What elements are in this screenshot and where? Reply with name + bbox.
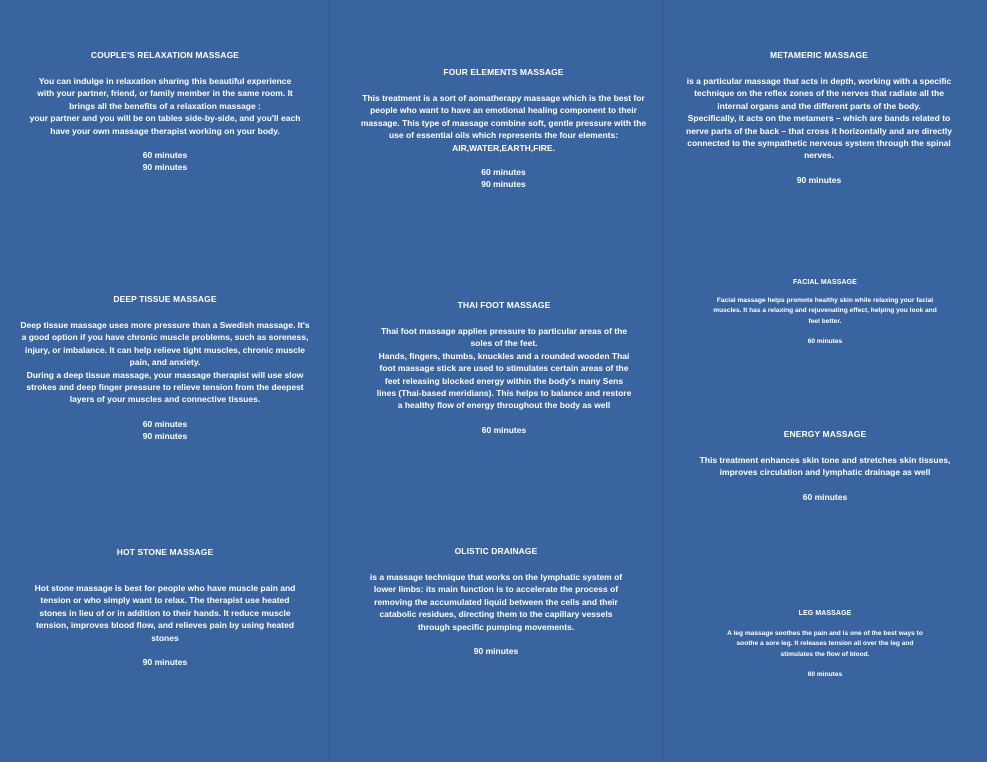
duration-list bbox=[356, 424, 652, 436]
section-facial-massage bbox=[672, 279, 978, 348]
section-title: METAMERIC MASSAGE bbox=[770, 50, 868, 60]
section-description: Facial massage helps promote healthy skin while relaxing your facial muscles. It has a relaxing and rejuvenating effect, helping you look and feel better. bbox=[713, 297, 937, 325]
section-title: LEG MASSAGE bbox=[798, 610, 852, 617]
section-description: is a particular massage that acts in depth, working with a specific technique on the reflex zones of the nerves that radiate all the internal organs and the different parts of the body. Specifically, it acts on the metamers – which are bands related to nerve parts of the back – that cross it horizontally and are directly connected to the sympathetic nervous system through the spinal nerves. bbox=[686, 76, 952, 161]
section-deep-tissue-massage bbox=[10, 294, 320, 443]
section-title: ENERGY MASSAGE bbox=[783, 429, 867, 439]
section-description: A leg massage soothes the pain and is one of the best ways to soothe a sore leg. It releases tension all over the leg and stimulates the flow of blood. bbox=[727, 630, 923, 658]
section-description: Thai foot massage applies pressure to particular areas of the soles of the feet. Hands, fingers, thumbs, knuckles and a rounded wooden Thai foot massage stick are used to stimulates certain areas of the feet releasing blocked energy within the body's many Sens lines (Thai-based meridians). This helps to balance and restore a healthy flow of energy throughout the body as well bbox=[376, 326, 632, 411]
duration: 60 minutes bbox=[807, 338, 843, 346]
duration: 60 minutes bbox=[142, 418, 188, 429]
section-title: DEEP TISSUE MASSAGE bbox=[113, 294, 217, 304]
duration: 60 minutes bbox=[807, 671, 843, 679]
duration-list bbox=[340, 166, 667, 191]
section-description: Deep tissue massage uses more pressure than a Swedish massage. It's a good option if you have chronic muscle problems, such as soreness, injury, or imbalance. It can help relieve tight muscles, chronic muscle pain, and anxiety. During a deep tissue massage, your massage therapist will use slow strokes and deep finger pressure to relieve tension from the deepest layers of your muscles and connective tissues. bbox=[20, 320, 310, 405]
duration-list bbox=[666, 174, 972, 186]
section-hot-stone-massage bbox=[10, 547, 320, 668]
section-olistic-drainage bbox=[340, 546, 652, 657]
duration: 90 minutes bbox=[473, 646, 519, 657]
duration: 90 minutes bbox=[142, 162, 188, 173]
duration-list bbox=[10, 418, 320, 443]
duration: 60 minutes bbox=[481, 424, 527, 435]
section-title: FACIAL MASSAGE bbox=[793, 279, 857, 286]
duration-list bbox=[10, 656, 320, 668]
duration-list bbox=[672, 337, 978, 347]
section-title: COUPLE'S RELAXATION MASSAGE bbox=[90, 50, 240, 60]
section-title: OLISTIC DRAINAGE bbox=[454, 546, 538, 556]
section-description: This treatment enhances skin tone and stretches skin tissues, improves circulation and lymphatic drainage as well bbox=[699, 455, 951, 478]
duration-list bbox=[10, 149, 320, 174]
duration-list bbox=[340, 645, 652, 657]
section-description: You can indulge in relaxation sharing this beautiful experience with your partner, friend, or family member in the same room. It brings all the benefits of a relaxation massage : your partner and you will be on tables side-by-side, and you'll each have your own massage therapist working on your body. bbox=[29, 76, 301, 136]
duration: 60 minutes bbox=[481, 167, 526, 178]
column-divider bbox=[329, 0, 330, 762]
duration: 60 minutes bbox=[142, 150, 188, 161]
section-energy-massage bbox=[672, 429, 978, 503]
duration-list bbox=[672, 491, 978, 503]
duration: 90 minutes bbox=[796, 174, 842, 185]
duration: 60 minutes bbox=[802, 491, 848, 502]
duration: 90 minutes bbox=[142, 431, 188, 442]
section-thai-foot-massage bbox=[356, 300, 652, 436]
section-leg-massage bbox=[672, 610, 978, 681]
duration: 90 minutes bbox=[481, 179, 526, 190]
section-title: FOUR ELEMENTS MASSAGE bbox=[443, 67, 564, 77]
section-couples-massage bbox=[10, 50, 320, 174]
duration: 90 minutes bbox=[142, 657, 188, 668]
section-description: This treatment is a sort of aomatherapy massage which is the best for people who want to have an emotional healing component to their massage. This type of massage combine soft, gentle pressure with the use of essential oils which represents the four elements: AIR,WATER,EARTH,FIRE. bbox=[360, 93, 647, 153]
section-four-elements-massage bbox=[340, 67, 667, 191]
duration-list bbox=[672, 670, 978, 680]
section-description: Hot stone massage is best for people who have muscle pain and tension or who simply want to relax. The therapist use heated stones in lieu of or in addition to their hands. It reduce muscle tension, improves blood flow, and relieves pain by using heated stones bbox=[34, 583, 296, 643]
section-metameric-massage bbox=[666, 50, 972, 186]
section-title: THAI FOOT MASSAGE bbox=[457, 300, 551, 310]
section-title: HOT STONE MASSAGE bbox=[116, 547, 214, 557]
section-description: is a massage technique that works on the lymphatic system of lower limbs: its main function is to accelerate the process of removing the accumulated liquid between the cells and their catabolic residues, directing them to the capillary vessels through specific pumping movements. bbox=[369, 572, 623, 632]
